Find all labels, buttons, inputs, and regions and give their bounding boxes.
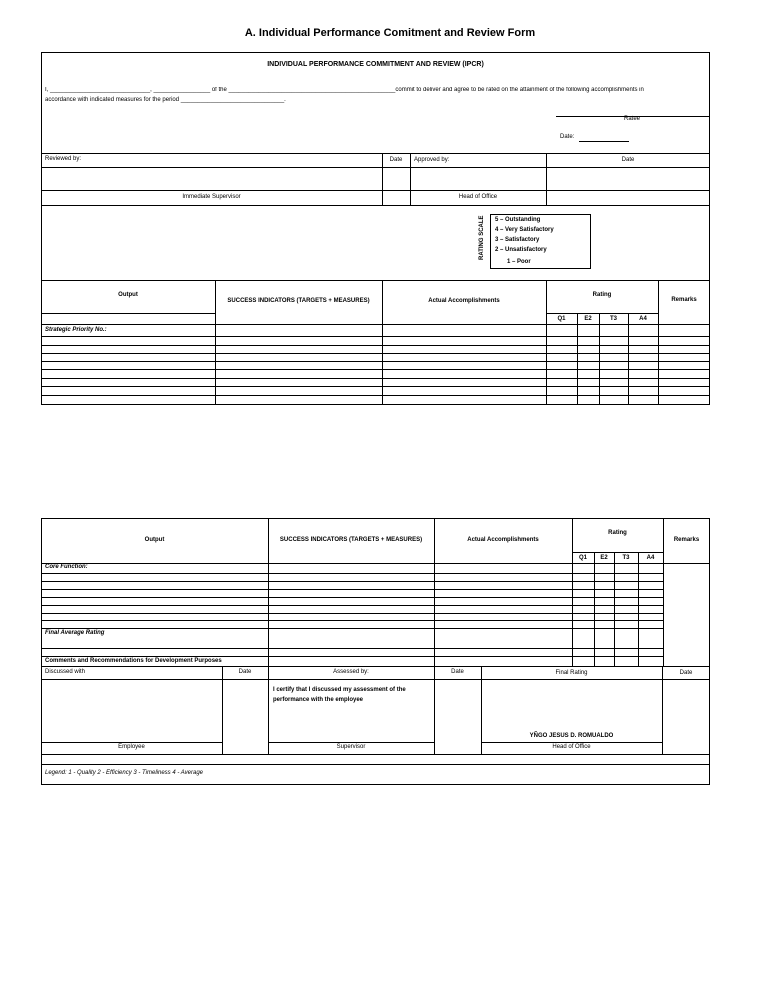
output-header: Output <box>118 292 138 298</box>
q1-header-2: Q1 <box>578 555 587 561</box>
a4-header: A4 <box>639 316 647 322</box>
actual-accomplishments-header-2: Actual Accomplishments <box>467 537 539 543</box>
document-title: A. Individual Performance Comitment and Review Form <box>244 27 536 39</box>
e2-header: E2 <box>584 316 592 322</box>
assessed-by-label: Assessed by: <box>333 669 369 675</box>
success-indicators-header-2: SUCCESS INDICATORS (TARGETS + MEASURES) <box>279 537 423 543</box>
date-label: Date: <box>560 134 575 140</box>
head-of-office-label: Head of Office <box>458 194 498 200</box>
commitment-line-2: accordance with indicated measures for the period _______________________________. <box>45 97 286 103</box>
head-of-office-name: YÑGO JESUS D. ROMUALDO <box>529 733 614 739</box>
commitment-line-1: I, ______________________________, _________________ of the __________________________________________________commit to deliver and agree to be rated on the attainment of the following accomplishments in <box>45 87 644 93</box>
rating-scale-item: 2 – Unsatisfactory <box>495 247 547 253</box>
rating-header-2: Rating <box>608 530 627 536</box>
ratee-label: Ratee <box>624 116 641 122</box>
reviewed-by-label: Reviewed by: <box>45 156 82 162</box>
ipcr-title: INDIVIDUAL PERFORMANCE COMMITMENT AND REVIEW (IPCR) <box>267 61 484 68</box>
final-average-rating-label: Final Average Rating <box>45 630 105 636</box>
remarks-header: Remarks <box>671 297 697 303</box>
success-indicators-header: SUCCESS INDICATORS (TARGETS + MEASURES) <box>227 298 370 304</box>
immediate-supervisor-label: Immediate Supervisor <box>182 194 241 200</box>
rating-scale-item: 1 – Poor <box>507 259 531 265</box>
output-header-2: Output <box>144 537 165 543</box>
comments-label: Comments and Recommendations for Development Purposes <box>45 658 222 664</box>
rating-scale-item: 4 – Very Satisfactory <box>495 227 554 233</box>
date-label-a: Date <box>238 669 252 675</box>
supervisor-label: Supervisor <box>336 744 366 750</box>
e2-header-2: E2 <box>600 555 608 561</box>
review-date-label: Date <box>389 157 403 163</box>
date-label-b: Date <box>451 669 464 675</box>
employee-label: Employee <box>118 744 145 750</box>
actual-accomplishments-header: Actual Accomplishments <box>428 298 500 304</box>
final-rating-label: Final Rating <box>555 670 588 676</box>
strategic-priority-label: Strategic Priority No.: <box>45 327 107 333</box>
t3-header: T3 <box>609 316 617 322</box>
approve-date-label: Date <box>621 157 635 163</box>
date-label-c: Date <box>679 670 693 676</box>
legend-note: Legend: 1 - Quality 2 - Efficiency 3 - Timeliness 4 - Average <box>45 770 204 776</box>
certify-statement-line-2: performance with the employee <box>273 697 364 703</box>
rating-scale-title: RATING SCALE <box>479 215 485 260</box>
head-of-office-label-2: Head of Office <box>552 744 591 750</box>
approved-by-label: Approved by: <box>414 157 450 163</box>
t3-header-2: T3 <box>622 555 630 561</box>
certify-statement-line-1: I certify that I discussed my assessment of the <box>273 687 406 693</box>
a4-header-2: A4 <box>646 555 655 561</box>
q1-header: Q1 <box>557 316 566 322</box>
rating-scale-item: 3 – Satisfactory <box>495 237 540 243</box>
rating-scale-item: 5 – Outstanding <box>495 217 541 223</box>
discussed-with-label: Discussed with <box>45 669 86 675</box>
remarks-header-2: Remarks <box>673 537 700 543</box>
core-function-label: Core Function: <box>45 564 88 570</box>
rating-header: Rating <box>592 292 612 298</box>
